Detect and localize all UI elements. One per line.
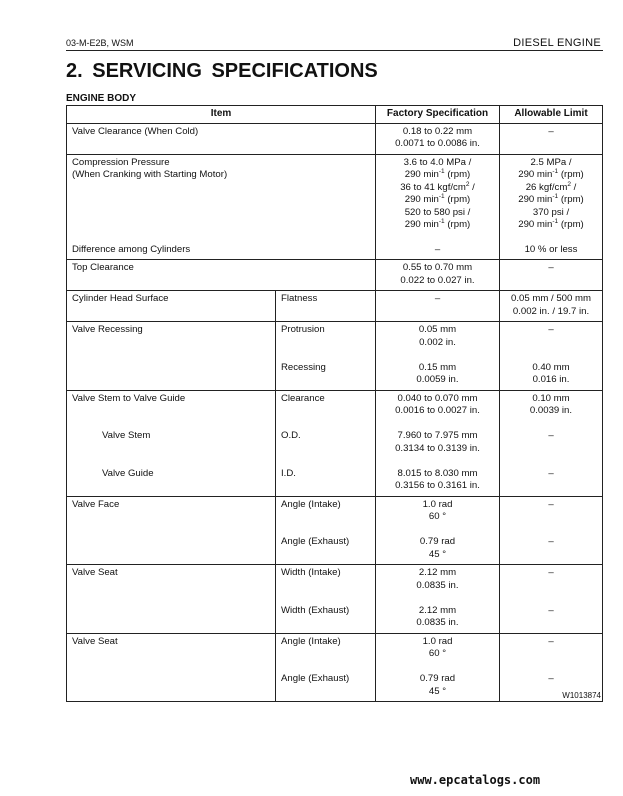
limit-cell: – 0.40 mm 0.016 in. [500, 322, 603, 391]
limit-cell: – [500, 123, 603, 154]
sub-item-cell: Protrusion Recessing [276, 322, 376, 391]
item-cell: Top Clearance [67, 260, 376, 291]
limit-cell: – [500, 260, 603, 291]
sub-item-cell: Clearance O.D. I.D. [276, 390, 376, 496]
item-cell: Valve Stem to Valve Guide Valve Stem Valve Guide [67, 390, 276, 496]
watermark: www.epcatalogs.com [410, 773, 541, 787]
limit-cell: 2.5 MPa / 290 $\min^{-1} (rpm)$ 26 kgf/$cm^2$ / 290 $\min^{-1} (rpm)$ 370 psi / 290 $\min^{-1} (rpm)$ 10 % or less [500, 154, 603, 260]
table-row [67, 496, 603, 565]
sub-item-cell: Width (Intake) Width (Exhaust) [276, 565, 376, 634]
table-row [67, 390, 603, 496]
page-title: 2. SERVICING SPECIFICATIONS [66, 60, 378, 82]
col-header-item: Item [67, 106, 376, 124]
item-cell: Cylinder Head Surface [67, 291, 276, 322]
factory-cell: – [376, 291, 500, 322]
table-row [67, 322, 603, 391]
section-heading: ENGINE BODY [66, 93, 137, 104]
table-header-row [67, 106, 603, 124]
col-header-limit: Allowable Limit [500, 106, 603, 124]
item-cell: Valve Clearance (When Cold) [67, 123, 376, 154]
table-row [67, 123, 603, 154]
sub-item-cell: Flatness [276, 291, 376, 322]
factory-cell: 2.12 mm 0.0835 in. 2.12 mm 0.0835 in. [376, 565, 500, 634]
header-rule [66, 50, 603, 51]
limit-cell: – – [500, 633, 603, 702]
item-cell: Valve Recessing [67, 322, 276, 391]
table-row [67, 260, 603, 291]
factory-cell: 3.6 to 4.0 MPa / 290 $\min^{-1} (rpm)$ 36 to 41 kgf/$cm^2$ / 290 $\min^{-1} (rpm)$ 520 to 580 psi / 290 $\min^{-1} (rpm)$ – [376, 154, 500, 260]
table-row [67, 633, 603, 702]
col-header-factory: Factory Specification [376, 106, 500, 124]
table-row [67, 154, 603, 260]
manual-name: DIESEL ENGINE [513, 37, 601, 49]
reference-code: W1013874 [562, 691, 601, 700]
limit-cell: 0.05 mm / 500 mm 0.002 in. / 19.7 in. [500, 291, 603, 322]
factory-cell: 0.18 to 0.22 mm 0.0071 to 0.0086 in. [376, 123, 500, 154]
sub-item-cell: Angle (Intake) Angle (Exhaust) [276, 633, 376, 702]
factory-cell: 1.0 rad 60 ° 0.79 rad 45 ° [376, 496, 500, 565]
item-cell: Valve Face [67, 496, 276, 565]
limit-cell: – – [500, 496, 603, 565]
item-cell: Compression Pressure (When Cranking with Starting Motor) Difference among Cylinders [67, 154, 376, 260]
factory-cell: 0.040 to 0.070 mm 0.0016 to 0.0027 in. 7.960 to 7.975 mm 0.3134 to 0.3139 in. 8.015 to 8.030 mm 0.3156 to 0.3161 in. [376, 390, 500, 496]
limit-cell: – – [500, 565, 603, 634]
factory-cell: 0.05 mm 0.002 in. 0.15 mm 0.0059 in. [376, 322, 500, 391]
spec-table [66, 105, 603, 702]
limit-cell: 0.10 mm 0.0039 in. – – [500, 390, 603, 496]
table-row [67, 565, 603, 634]
sub-item-cell: Angle (Intake) Angle (Exhaust) [276, 496, 376, 565]
factory-cell: 0.55 to 0.70 mm 0.022 to 0.027 in. [376, 260, 500, 291]
factory-cell: 1.0 rad 60 ° 0.79 rad 45 ° [376, 633, 500, 702]
item-cell: Valve Seat [67, 565, 276, 634]
table-row [67, 291, 603, 322]
item-cell: Valve Seat [67, 633, 276, 702]
document-code: 03-M-E2B, WSM [66, 38, 134, 48]
